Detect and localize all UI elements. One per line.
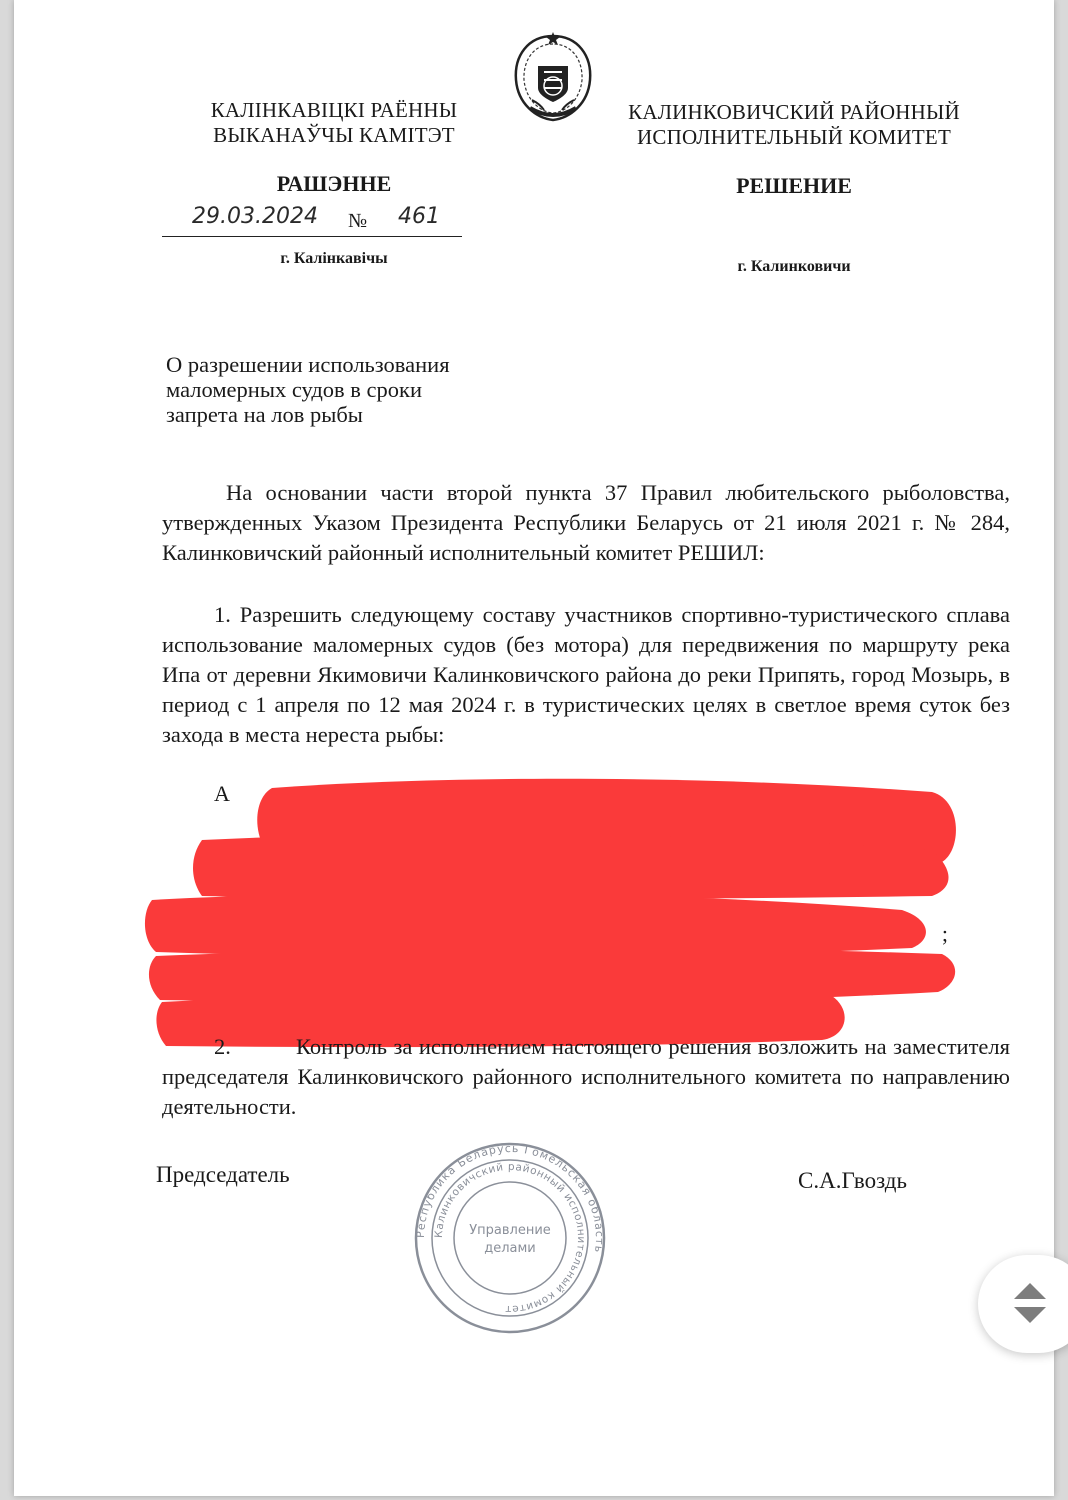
org-line: ИСПОЛНИТЕЛЬНЫЙ КОМИТЕТ [637,125,951,149]
doc-type-belarusian: РАШЭННЕ [276,171,392,196]
preamble-text: На основании части второй пункта 37 Правил любительского рыболовства, утвержденных Указом Президента Республики Беларусь от 21 июля 2021 г. № 284, Калинковичский районный исполнительный комитет РЕШИЛ: [162,480,1010,565]
stamp-center-line: Управление [469,1223,551,1238]
subject-line: запрета на лов рыбы [166,402,363,427]
stamp-center-line: делами [484,1241,536,1256]
org-name-russian [614,100,974,150]
list-fragment: ; [941,921,948,946]
city-russian: г. Калинковичи [737,258,851,275]
item-1-text: 1. Разрешить следующему составу участников спортивно-туристического сплава использование маломерных судов (без мотора) для передвижения по маршруту река Ипа от деревни Якимовичи Калинковичского района до реки Припять, город Мозырь, в период с 1 апреля по 12 мая 2024 г. в туристических целях в светлое время суток без захода в места нереста рыбы: [162,602,1010,747]
number-sign: № [348,210,368,232]
redaction-mark [132,770,962,1050]
doc-type-russian: РЕШЕНИЕ [736,173,852,198]
org-line: КАЛІНКАВІЦКІ РАЁННЫ [210,98,458,122]
list-fragment: А [214,781,230,806]
org-line: ВЫКАНАЎЧЫ КАМІТЭТ [213,123,455,147]
signatory-title: Председатель [156,1162,290,1187]
subject-line: маломерных судов в сроки [166,377,423,402]
scroll-up-down-icon [1010,1281,1050,1325]
org-line: КАЛИНКОВИЧСКИЙ РАЙОННЫЙ [628,100,960,124]
stamp-inner-text: Калинковичский районный исполнительный комитет [432,1160,588,1316]
scroll-button[interactable] [978,1255,1068,1353]
document-page [14,0,1054,1496]
handwritten-number: 461 [398,204,440,229]
stamp-outer-text: Республика Беларусь Гомельская область [413,1141,607,1255]
item-2-text: Контроль за исполнением настоящего решения возложить на заместителя председателя Калинковичского районного исполнительного комитета по направлению деятельности. [162,1034,1010,1119]
decision-subject [166,352,526,427]
city-belarusian: г. Калінкавічы [280,250,388,267]
signatory-name: С.А.Гвоздь [798,1168,907,1193]
item-2-paragraph [162,1032,1010,1122]
item-2-number: 2. [214,1034,231,1059]
official-stamp [412,1140,608,1336]
handwritten-date: 29.03.2024 [192,204,318,229]
subject-line: О разрешении использования [166,352,450,377]
svg-text:Калинковичский районный исполн [433,1161,587,1315]
date-number-line [162,200,462,237]
org-name-belarusian [184,98,484,148]
coat-of-arms-icon [510,30,596,124]
item-1-paragraph [162,600,1010,750]
preamble-paragraph [162,478,1010,568]
